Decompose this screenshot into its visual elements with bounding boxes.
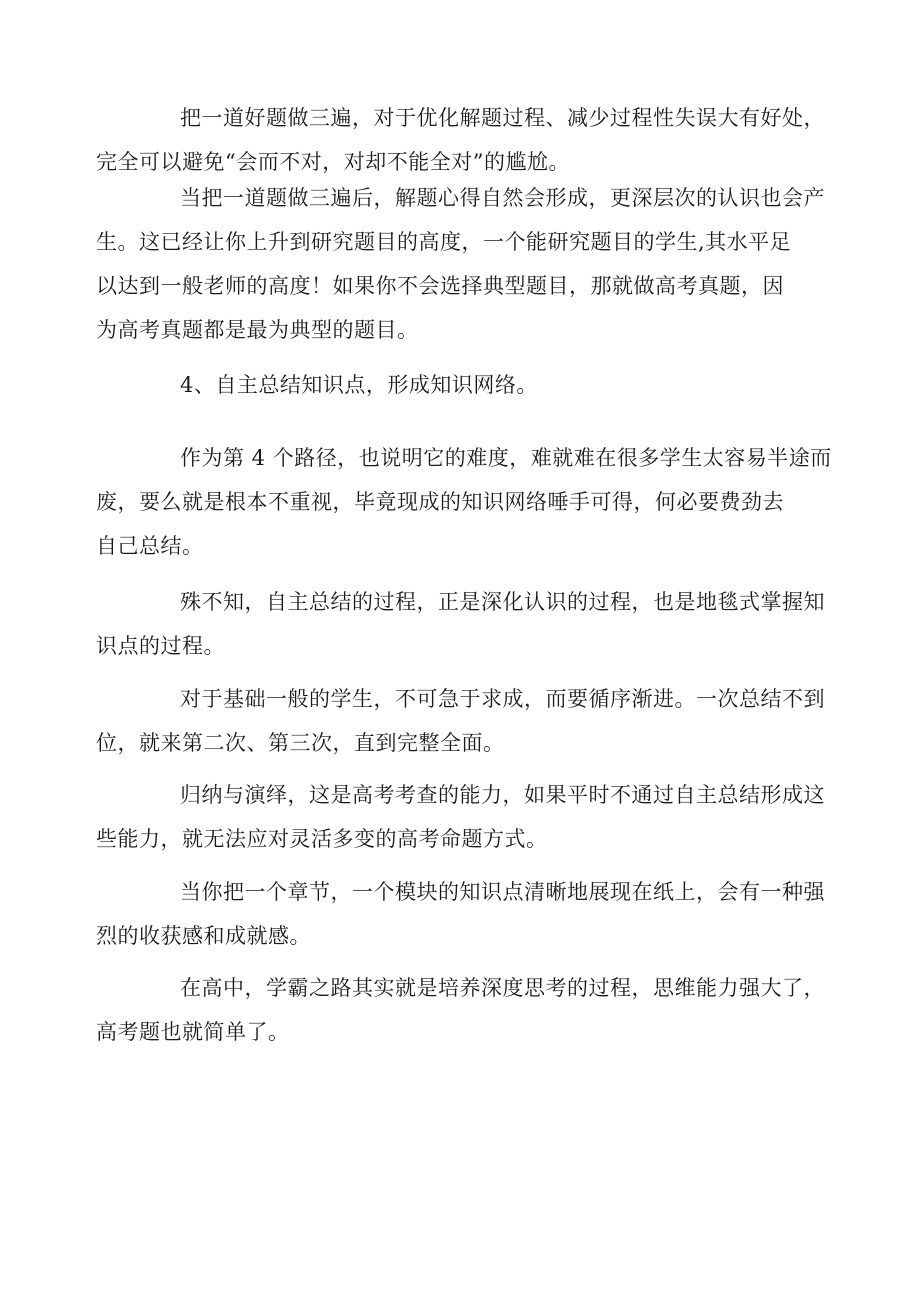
paragraph-line: 殊不知，自主总结的过程，正是深化认识的过程，也是地毯式掌握知 [180, 590, 825, 614]
paragraph-line: 位，就来第二次、第三次，直到完整全面。 [96, 731, 505, 755]
paragraph-line: 4、自主总结知识点，形成知识网络。 [180, 373, 538, 397]
paragraph-line: 作为第 4 个路径，也说明它的难度，难就难在很多学生太容易半途而 [180, 446, 832, 470]
paragraph-line: 为高考真题都是最为典型的题目。 [96, 318, 419, 342]
paragraph-line: 高考题也就简单了。 [96, 1020, 290, 1044]
paragraph-2 [96, 176, 825, 352]
paragraph-line: 识点的过程。 [96, 634, 225, 658]
paragraph-3 [96, 436, 832, 568]
paragraph-line: 当把一道题做三遍后，解题心得自然会形成，更深层次的认识也会产 [180, 186, 825, 210]
paragraph-line: 对于基础一般的学生，不可急于求成，而要循序渐进。一次总结不到 [180, 687, 825, 711]
paragraph-1 [96, 96, 825, 184]
paragraph-line: 完全可以避免“会而不对，对却不能全对”的尴尬。 [96, 150, 570, 174]
paragraph-line: 把一道好题做三遍，对于优化解题过程、减少过程性失误大有好处， [180, 106, 825, 130]
paragraph-line: 生。这已经让你上升到研究题目的高度，一个能研究题目的学生,其水平足 [96, 230, 792, 254]
paragraph-7 [96, 870, 825, 958]
paragraph-line: 废，要么就是根本不重视，毕竟现成的知识网络唾手可得，何必要费劲去 [96, 490, 784, 514]
paragraph-line: 烈的收获感和成就感。 [96, 924, 311, 948]
paragraph-line: 当你把一个章节，一个模块的知识点清晰地展现在纸上，会有一种强 [180, 880, 825, 904]
paragraph-line: 自己总结。 [96, 534, 204, 558]
paragraph-line: 在高中，学霸之路其实就是培养深度思考的过程，思维能力强大了， [180, 976, 825, 1000]
paragraph-line: 归纳与演绎，这是高考考查的能力，如果平时不通过自主总结形成这 [180, 783, 825, 807]
paragraph-line: 些能力，就无法应对灵活多变的高考命题方式。 [96, 827, 548, 851]
paragraph-5 [96, 677, 825, 765]
paragraph-8 [96, 966, 825, 1054]
paragraph-4 [96, 580, 825, 668]
paragraph-6 [96, 773, 825, 861]
paragraph-line: 以达到一般老师的高度！如果你不会选择典型题目，那就做高考真题，因 [96, 274, 784, 298]
section-heading-4 [138, 363, 783, 407]
